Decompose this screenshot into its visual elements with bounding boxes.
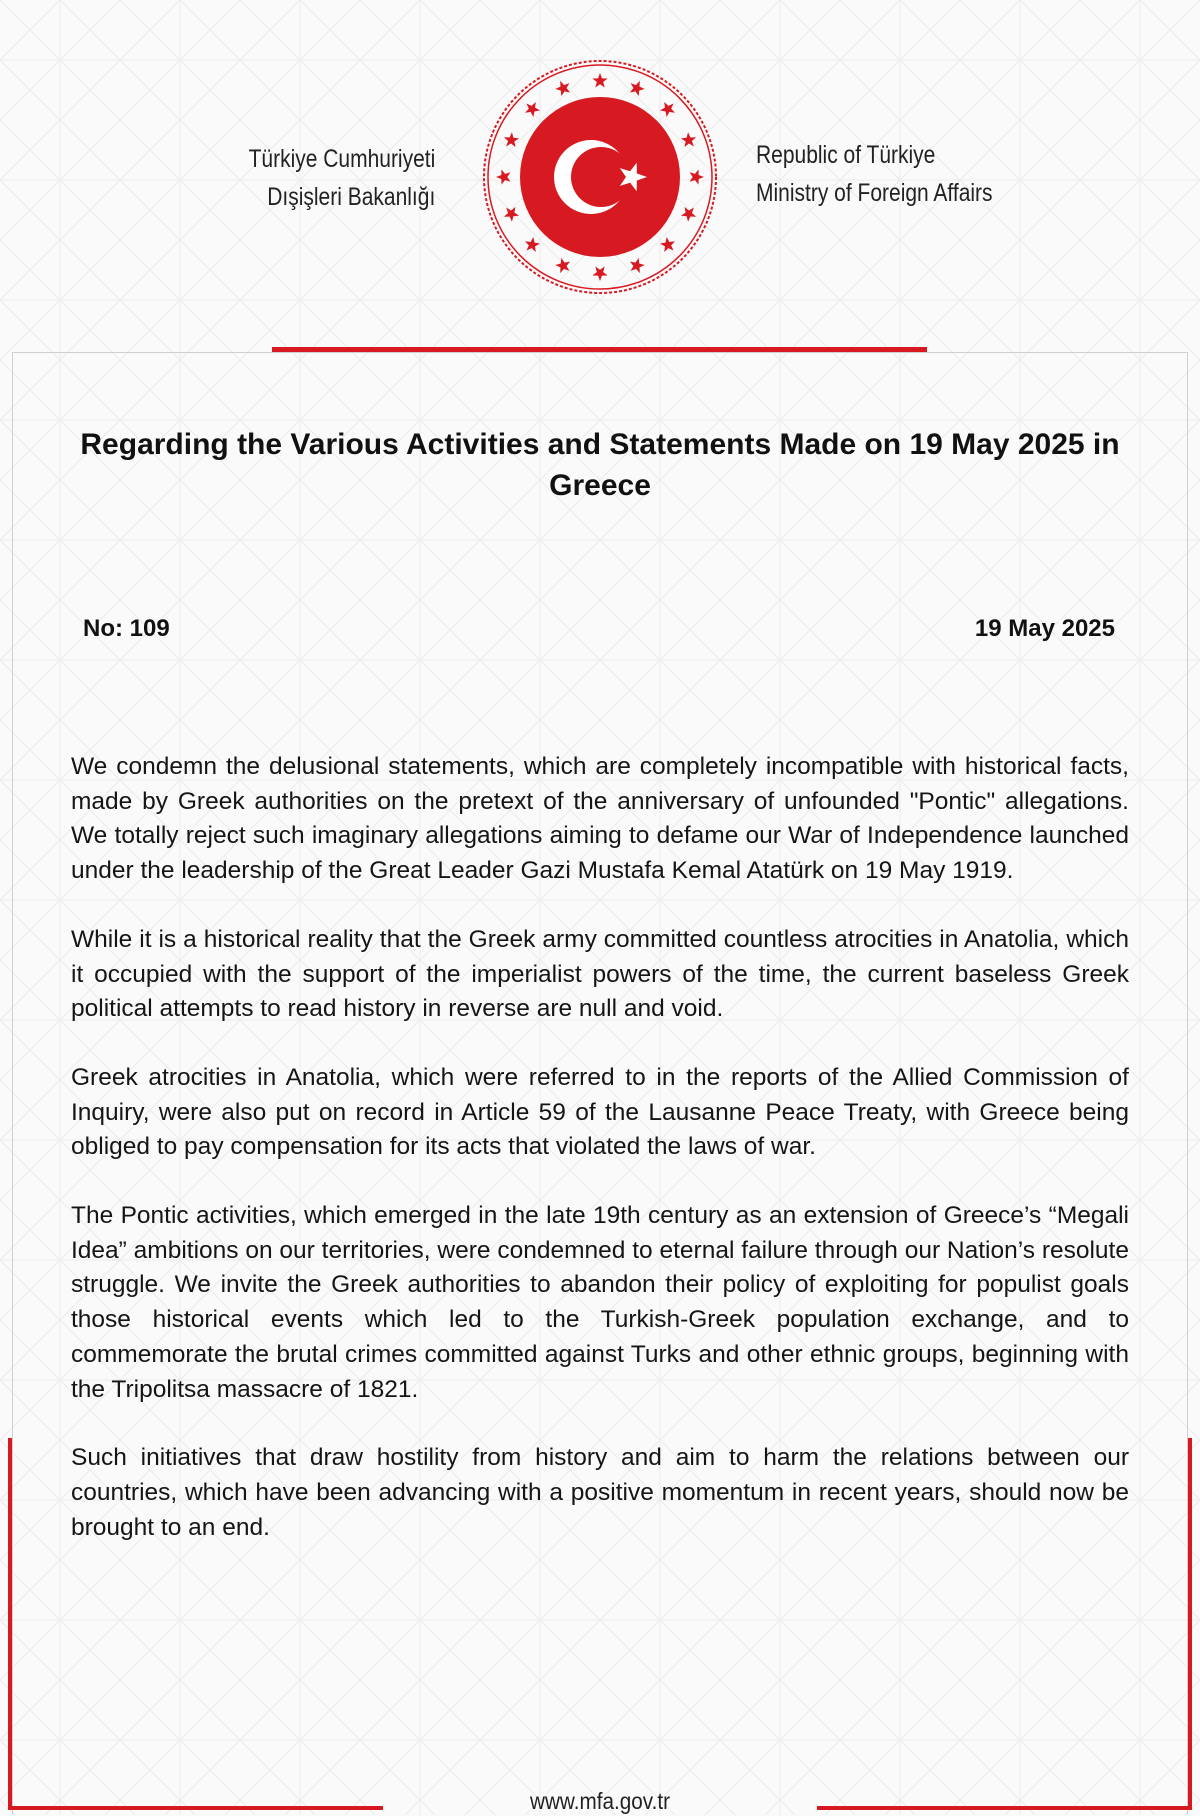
frame-accent-left (8, 1438, 12, 1810)
document-date: 19 May 2025 (974, 615, 1115, 642)
emblem-star-icon (496, 169, 510, 184)
header-english-name (756, 136, 993, 212)
emblem-star-icon (525, 102, 540, 117)
header-divider (272, 347, 927, 352)
footer-website-link[interactable]: www.mfa.gov.tr (530, 1788, 670, 1814)
emblem-star-icon (660, 237, 675, 252)
document-title: Regarding the Various Activities and Statements Made on 19 May 2025 in Greece (80, 428, 1120, 502)
paragraph-1: We condemn the delusional statements, which are completely incompatible with historical facts, made by Greek authorities on the pretext of the anniversary of unfounded "Pontic" allegations. We totally reject such imaginary allegations aiming to defame our War of Independence launched under the leadership of the Great Leader Gazi Mustafa Kemal Atatürk on 19 May 1919. (71, 753, 1129, 885)
paragraph-3: Greek atrocities in Anatolia, which were referred to in the reports of the Allied Commission of Inquiry, were also put on record in Article 59 of the Lausanne Peace Treaty, with Greece being obliged to pay compensation for its acts that violated the laws of war. (71, 1063, 1129, 1161)
emblem-star-icon (504, 207, 519, 222)
emblem-star-icon (504, 132, 519, 147)
document-number: No: 109 (83, 615, 170, 642)
paragraph-2: While it is a historical reality that the Greek army committed countless atrocities in Anatolia, which it occupied with the support of the imperialist powers of the time, the current baseless Greek political attempts to read history in reverse are null and void. (71, 925, 1129, 1023)
header-turkish-name (248, 140, 435, 216)
header-left-line2: Dışişleri Bakanlığı (266, 183, 435, 211)
emblem-star-icon (525, 237, 540, 252)
emblem-star-icon (660, 102, 675, 117)
document-body (71, 750, 1129, 1579)
emblem-star-icon (681, 207, 696, 222)
emblem-star-icon (690, 169, 704, 184)
header-right-line2: Ministry of Foreign Affairs (756, 179, 993, 207)
header-left-line1: Türkiye Cumhuriyeti (248, 145, 435, 173)
emblem-star-icon (592, 267, 607, 281)
paragraph-4: The Pontic activities, which emerged in the late 19th century as an extension of Greece’s “Megali Idea” ambitions on our territories, were condemned to eternal failure through our Nation’s resolute struggle. We invite the Greek authorities to abandon their policy of exploiting for populist goals those historical events which led to the Turkish-Greek population exchange, and to commemorate the brutal crimes committed against Turks and other ethnic groups, beginning with the Tripolitsa massacre of 1821. (71, 1202, 1129, 1403)
ministry-emblem-logo (480, 57, 720, 297)
emblem-star-icon (681, 132, 696, 147)
emblem-star-icon (555, 81, 570, 96)
header-right-line1: Republic of Türkiye (756, 141, 936, 169)
emblem-star-icon (592, 73, 607, 87)
frame-accent-right (1188, 1438, 1192, 1810)
emblem-star-icon (630, 81, 645, 96)
emblem-star-icon (630, 258, 645, 273)
emblem-star-icon (555, 258, 570, 273)
paragraph-5: Such initiatives that draw hostility from history and aim to harm the relations between our countries, which have been advancing with a positive momentum in recent years, should now be brought to an end. (71, 1444, 1129, 1541)
